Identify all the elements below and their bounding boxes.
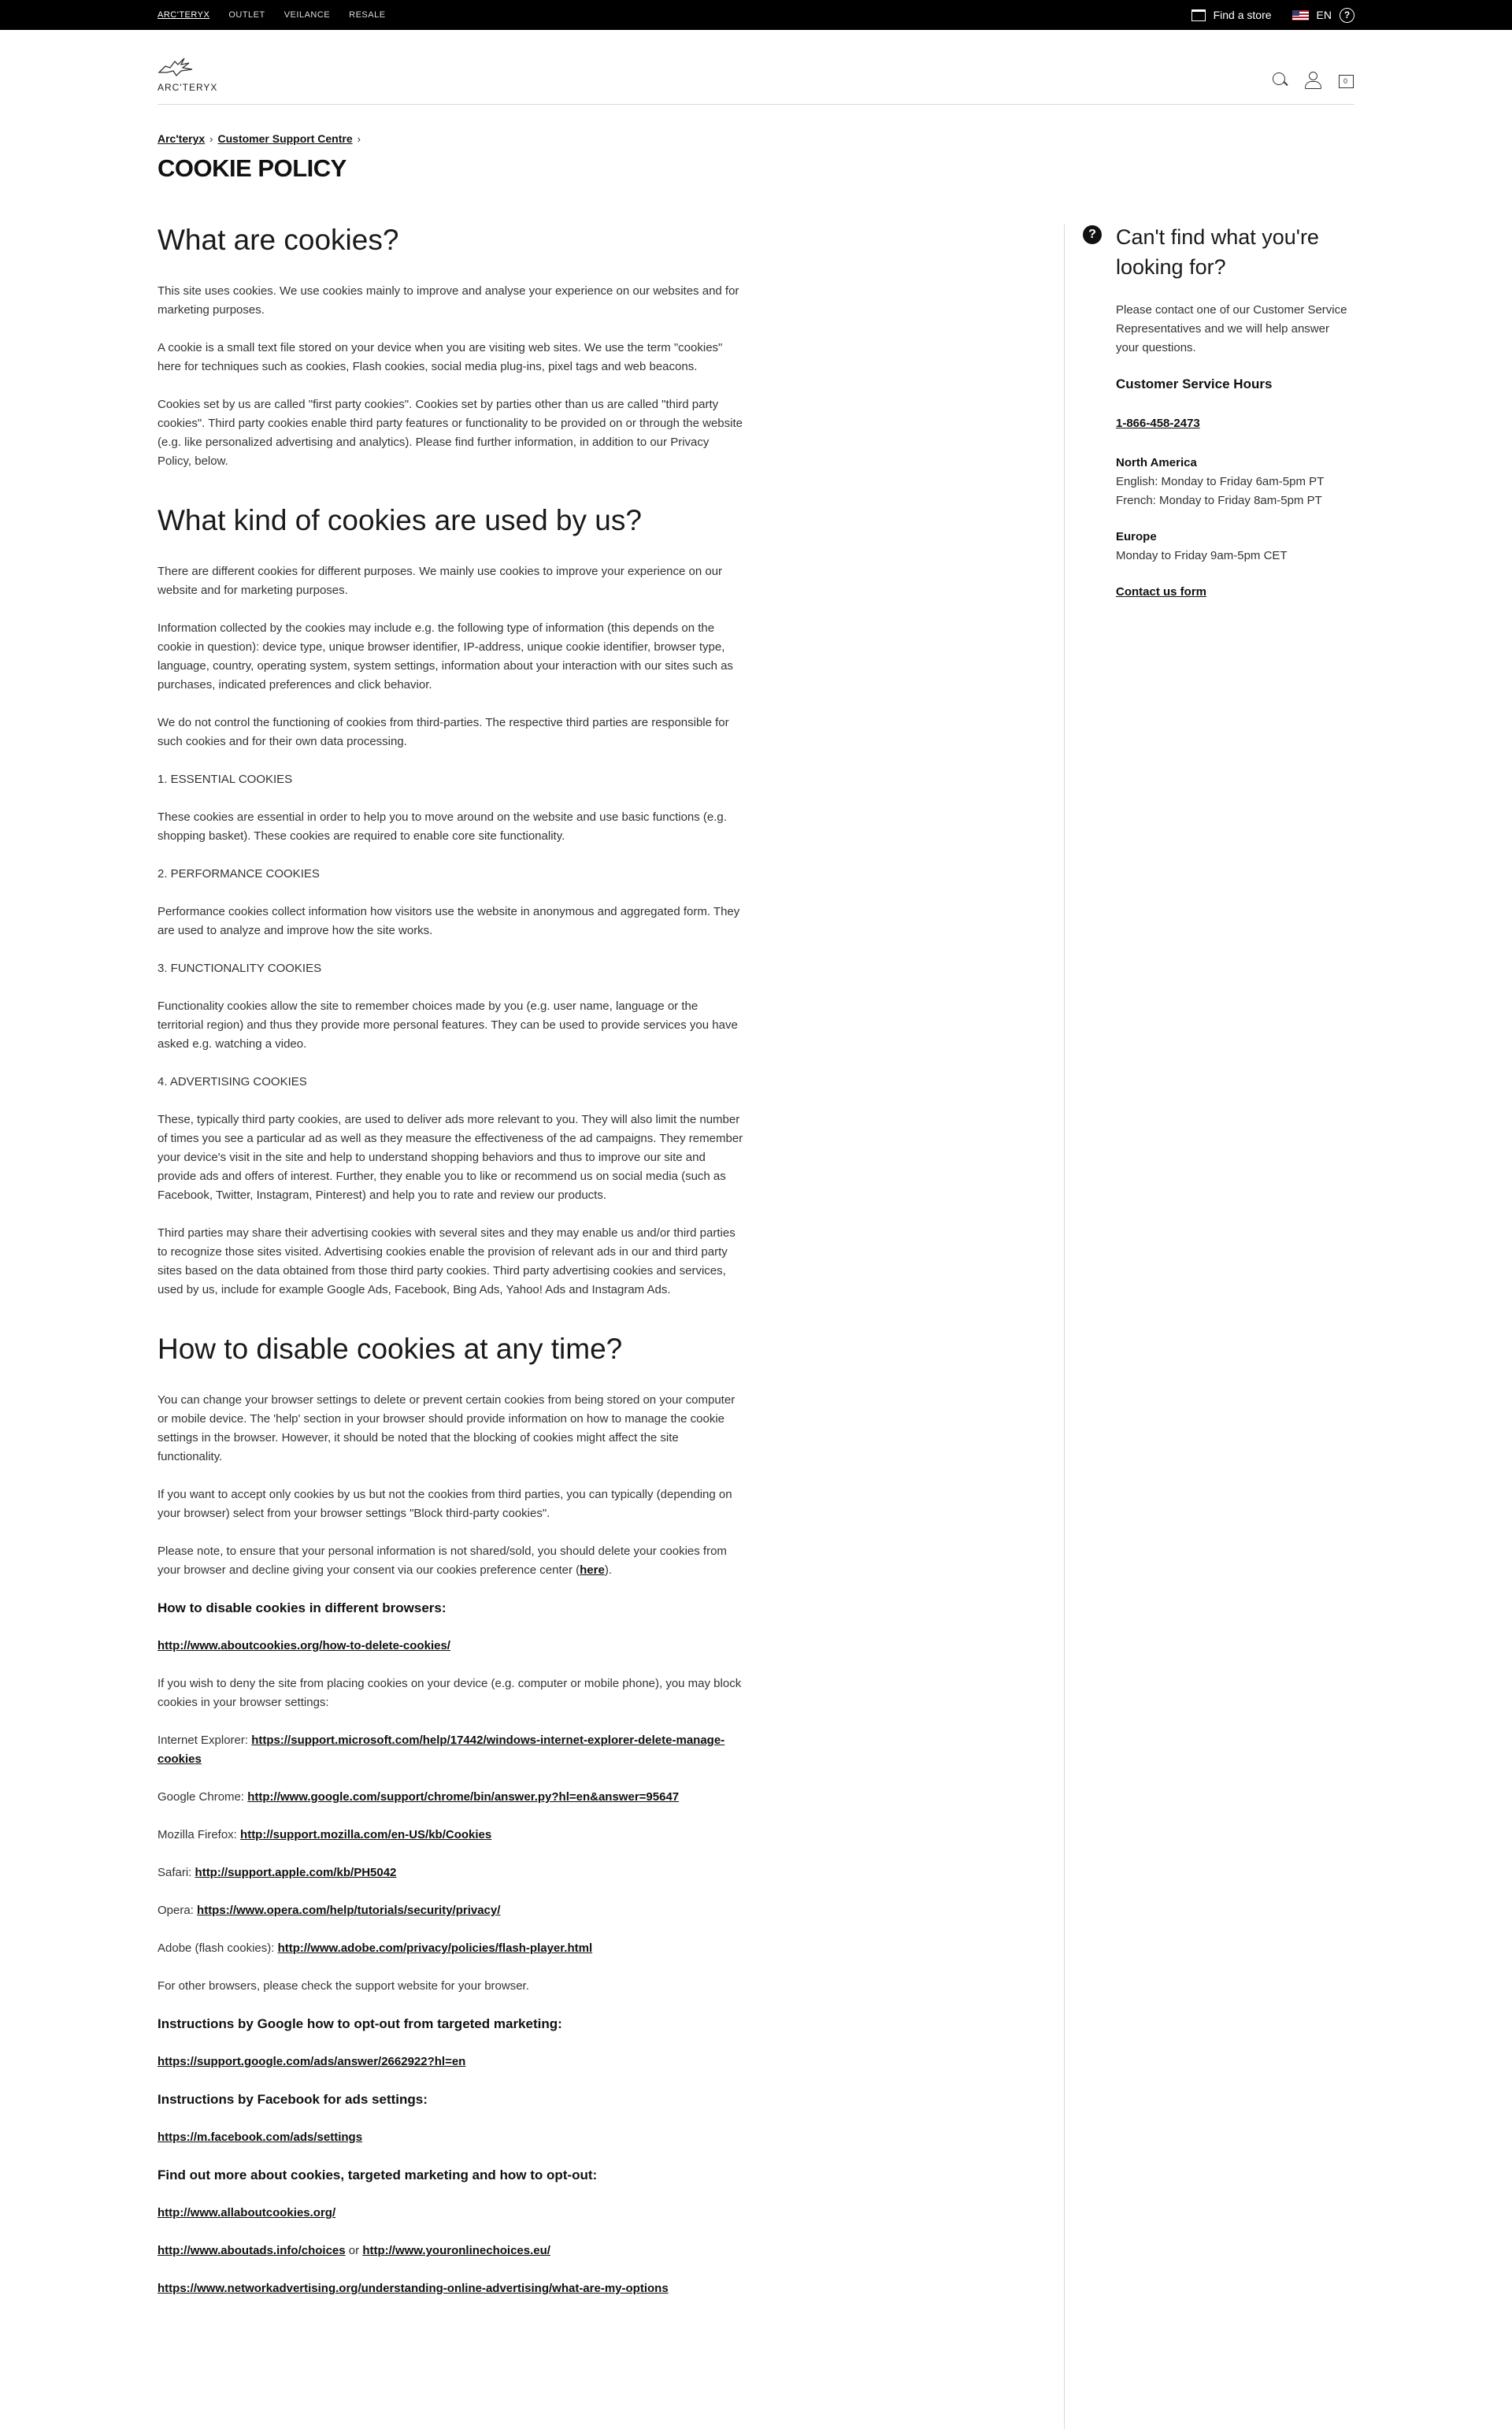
sidebar-intro: Please contact one of our Customer Service Representatives and we will help answer your questions.: [1116, 303, 1347, 354]
browsers-heading: How to disable cookies in different browsers:: [158, 1600, 447, 1615]
google-heading: Instructions by Google how to opt-out from targeted marketing:: [158, 2016, 562, 2031]
hours-text: Monday to Friday 9am-5pm CET: [1116, 549, 1288, 562]
subsection-title: 1. ESSENTIAL COOKIES: [158, 773, 293, 786]
breadcrumb-separator: ›: [209, 132, 213, 145]
logo-wordmark: ARC'TERYX: [158, 82, 218, 93]
browser-label: Google Chrome:: [158, 1790, 248, 1804]
main-content: [158, 214, 744, 2317]
paragraph: For other browsers, please check the support website for your browser.: [158, 1979, 529, 1993]
paragraph: Cookies set by us are called "first party cookies". Cookies set by parties other than us are called "third party cookies". Third party cookies enable third party features or functionality to be provided on or through the website (e.g. like personalized advertising and analytics). Please find further information, in addition to our Privacy Policy, below.: [158, 398, 743, 468]
paragraph: These cookies are essential in order to help you to move around on the website and use basic functions (e.g. shopping basket). These cookies are required to enable core site functionality.: [158, 810, 727, 843]
page-title: COOKIE POLICY: [158, 154, 346, 182]
section-heading-disable: How to disable cookies at any time?: [158, 1333, 623, 1365]
paragraph: Functionality cookies allow the site to remember choices made by you (e.g. user name, language or the territorial region) and thus they provide more personal features. They can be used to provide services you have asked e.g. watching a video.: [158, 999, 738, 1051]
site-logo[interactable]: [158, 55, 220, 95]
sidebar-divider: [1064, 224, 1065, 2429]
ie-link[interactable]: https://support.microsoft.com/help/17442/windows-internet-explorer-delete-manage-cookies: [158, 1734, 725, 1766]
question-icon: ?: [1083, 225, 1102, 244]
us-flag-icon[interactable]: [1292, 10, 1309, 20]
facebook-ads-link[interactable]: https://m.facebook.com/ads/settings: [158, 2130, 363, 2144]
link-row: [158, 2204, 744, 2223]
browser-label: Opera:: [158, 1904, 198, 1917]
paragraph: We do not control the functioning of cookies from third-parties. The respective third parties are responsible for such cookies and for their own data processing.: [158, 716, 729, 748]
browser-label: Adobe (flash cookies):: [158, 1941, 278, 1955]
nai-link[interactable]: https://www.networkadvertising.org/understanding-online-advertising/what-are-my-options: [158, 2282, 669, 2295]
facebook-heading: Instructions by Facebook for ads settings:: [158, 2092, 428, 2107]
brand-link-veilance[interactable]: VEILANCE: [284, 10, 331, 20]
subsection-title: 2. PERFORMANCE COOKIES: [158, 867, 320, 881]
paragraph: A cookie is a small text file stored on your device when you are visiting web sites. We use the term "cookies" here for techniques such as cookies, Flash cookies, social media plug-ins, pixel tags and web beacons.: [158, 341, 723, 373]
hours-europe: [1116, 528, 1354, 566]
browser-label: Internet Explorer:: [158, 1734, 252, 1747]
browser-row-ie: [158, 1731, 744, 1769]
link-row: [158, 2128, 744, 2147]
archaeopteryx-logo-icon: [158, 55, 194, 79]
google-ads-link[interactable]: https://support.google.com/ads/answer/2662922?hl=en: [158, 2055, 466, 2068]
paragraph: If you wish to deny the site from placing cookies on your device (e.g. computer or mobile phone), you may block cookies in your browser settings:: [158, 1677, 742, 1709]
cart-icon[interactable]: [1337, 71, 1354, 88]
browser-row-adobe: [158, 1939, 744, 1958]
link-row: [158, 1637, 744, 1656]
contact-form-link[interactable]: Contact us form: [1116, 585, 1207, 599]
brand-link-arcteryx[interactable]: ARC'TERYX: [158, 10, 210, 20]
aboutads-link[interactable]: http://www.aboutads.info/choices: [158, 2244, 346, 2257]
adobe-link[interactable]: http://www.adobe.com/privacy/policies/flash-player.html: [277, 1941, 593, 1955]
hours-text: English: Monday to Friday 6am-5pm PT: [1116, 475, 1325, 488]
sidebar-content: [1116, 222, 1354, 602]
breadcrumb: [158, 132, 361, 145]
firefox-link[interactable]: http://support.mozilla.com/en-US/kb/Cookies: [240, 1828, 492, 1841]
paragraph: If you want to accept only cookies by us but not the cookies from third parties, you can typically (depending on your browser) select from your browser settings "Block third-party cookies".: [158, 1488, 732, 1520]
paragraph: These, typically third party cookies, are used to deliver ads more relevant to you. They will also limit the number of times you see a particular ad as well as they measure the effectiveness of the ad campaigns. They remember your device's visit in the site and help to understand shopping behaviors and thus to improve our site and provide ads and offers of interest. Further, they enable you to like or recommend us on social media (such as Facebook, Twitter, Instagram, Pinterest) and help you to rate and review our products.: [158, 1113, 743, 1202]
breadcrumb-separator: ›: [357, 132, 361, 145]
paragraph: Third parties may share their advertising cookies with several sites and they may enable us and/or third parties to recognize those sites visited. Advertising cookies enable the provision of relevant ads in our and third party sites based on the data obtained from those third party cookies. Third party advertising cookies and services, used by us, include for example Google Ads, Facebook, Bing Ads, Yahoo! Ads and Instagram Ads.: [158, 1226, 736, 1296]
browser-label: Mozilla Firefox:: [158, 1828, 241, 1841]
youronlinechoices-link[interactable]: http://www.youronlinechoices.eu/: [362, 2244, 550, 2257]
browser-row-chrome: [158, 1788, 744, 1807]
search-icon[interactable]: [1271, 71, 1288, 88]
top-bar: [0, 0, 1512, 30]
section-heading-kind: What kind of cookies are used by us?: [158, 504, 642, 536]
language-selector[interactable]: EN: [1316, 9, 1332, 21]
hours-text: French: Monday to Friday 8am-5pm PT: [1116, 494, 1322, 507]
utility-nav: [1191, 0, 1354, 30]
subsection-title: 4. ADVERTISING COOKIES: [158, 1075, 307, 1088]
text: or: [345, 2244, 363, 2257]
region-label: Europe: [1116, 530, 1157, 543]
brand-switcher: [158, 0, 386, 30]
help-icon[interactable]: ?: [1340, 8, 1354, 23]
paragraph: You can change your browser settings to delete or prevent certain cookies from being stored on your computer or mobile device. The 'help' section in your browser should provide information on how to manage the cookie settings in the browser. However, it should be noted that the blocking of cookies might affect the site functionality.: [158, 1393, 736, 1463]
link-row: [158, 2053, 744, 2071]
aboutcookies-link[interactable]: http://www.aboutcookies.org/how-to-delete-cookies/: [158, 1639, 450, 1652]
find-store-link[interactable]: Find a store: [1213, 9, 1272, 21]
allaboutcookies-link[interactable]: http://www.allaboutcookies.org/: [158, 2206, 336, 2219]
paragraph: Performance cookies collect information how visitors use the website in anonymous and aggregated form. They are used to analyze and improve how the site works.: [158, 905, 740, 937]
safari-link[interactable]: http://support.apple.com/kb/PH5042: [195, 1866, 397, 1879]
browser-row-opera: [158, 1901, 744, 1920]
chrome-link[interactable]: http://www.google.com/support/chrome/bin/answer.py?hl=en&answer=95647: [247, 1790, 680, 1804]
section-heading-what: What are cookies?: [158, 224, 399, 256]
header-icons: [1271, 71, 1354, 88]
hours-north-america: [1116, 454, 1354, 510]
link-row: [158, 2279, 744, 2298]
browser-row-firefox: [158, 1826, 744, 1845]
account-icon[interactable]: [1304, 71, 1321, 88]
text: ).: [604, 1563, 612, 1577]
breadcrumb-support[interactable]: Customer Support Centre: [217, 132, 353, 145]
paragraph: There are different cookies for different purposes. We mainly use cookies to improve your experience on our website and for marketing purposes.: [158, 565, 723, 597]
opera-link[interactable]: https://www.opera.com/help/tutorials/security/privacy/: [197, 1904, 501, 1917]
more-heading: Find out more about cookies, targeted marketing and how to opt-out:: [158, 2168, 598, 2182]
sidebar-heading: Can't find what you're looking for?: [1116, 225, 1319, 279]
paragraph: [158, 1542, 744, 1580]
subsection-title: 3. FUNCTIONALITY COOKIES: [158, 962, 322, 975]
help-sidebar: [1083, 222, 1354, 602]
browser-row-safari: [158, 1863, 744, 1882]
brand-link-outlet[interactable]: OUTLET: [228, 10, 265, 20]
phone-link[interactable]: 1-866-458-2473: [1116, 417, 1200, 430]
breadcrumb-home[interactable]: Arc'teryx: [158, 132, 206, 145]
cookie-preference-link[interactable]: here: [580, 1563, 605, 1577]
paragraph: Information collected by the cookies may include e.g. the following type of information (this depends on the cookie in question): device type, unique browser identifier, IP-address, unique cookie identifier, browser type, language, country, operating system, system settings, information about your interaction with our sites such as purchases, indicated preferences and click behavior.: [158, 621, 733, 692]
browser-label: Safari:: [158, 1866, 195, 1879]
text: Please note, to ensure that your personal information is not shared/sold, you should delete your cookies from your browser and decline giving your consent via our cookies preference center (: [158, 1545, 727, 1577]
site-header: [158, 30, 1354, 105]
paragraph: This site uses cookies. We use cookies mainly to improve and analyse your experience on our websites and for marketing purposes.: [158, 284, 739, 317]
store-icon[interactable]: [1191, 9, 1206, 21]
brand-link-resale[interactable]: RESALE: [349, 10, 386, 20]
region-label: North America: [1116, 456, 1197, 469]
hours-heading: Customer Service Hours: [1116, 376, 1273, 391]
link-row: [158, 2242, 744, 2260]
